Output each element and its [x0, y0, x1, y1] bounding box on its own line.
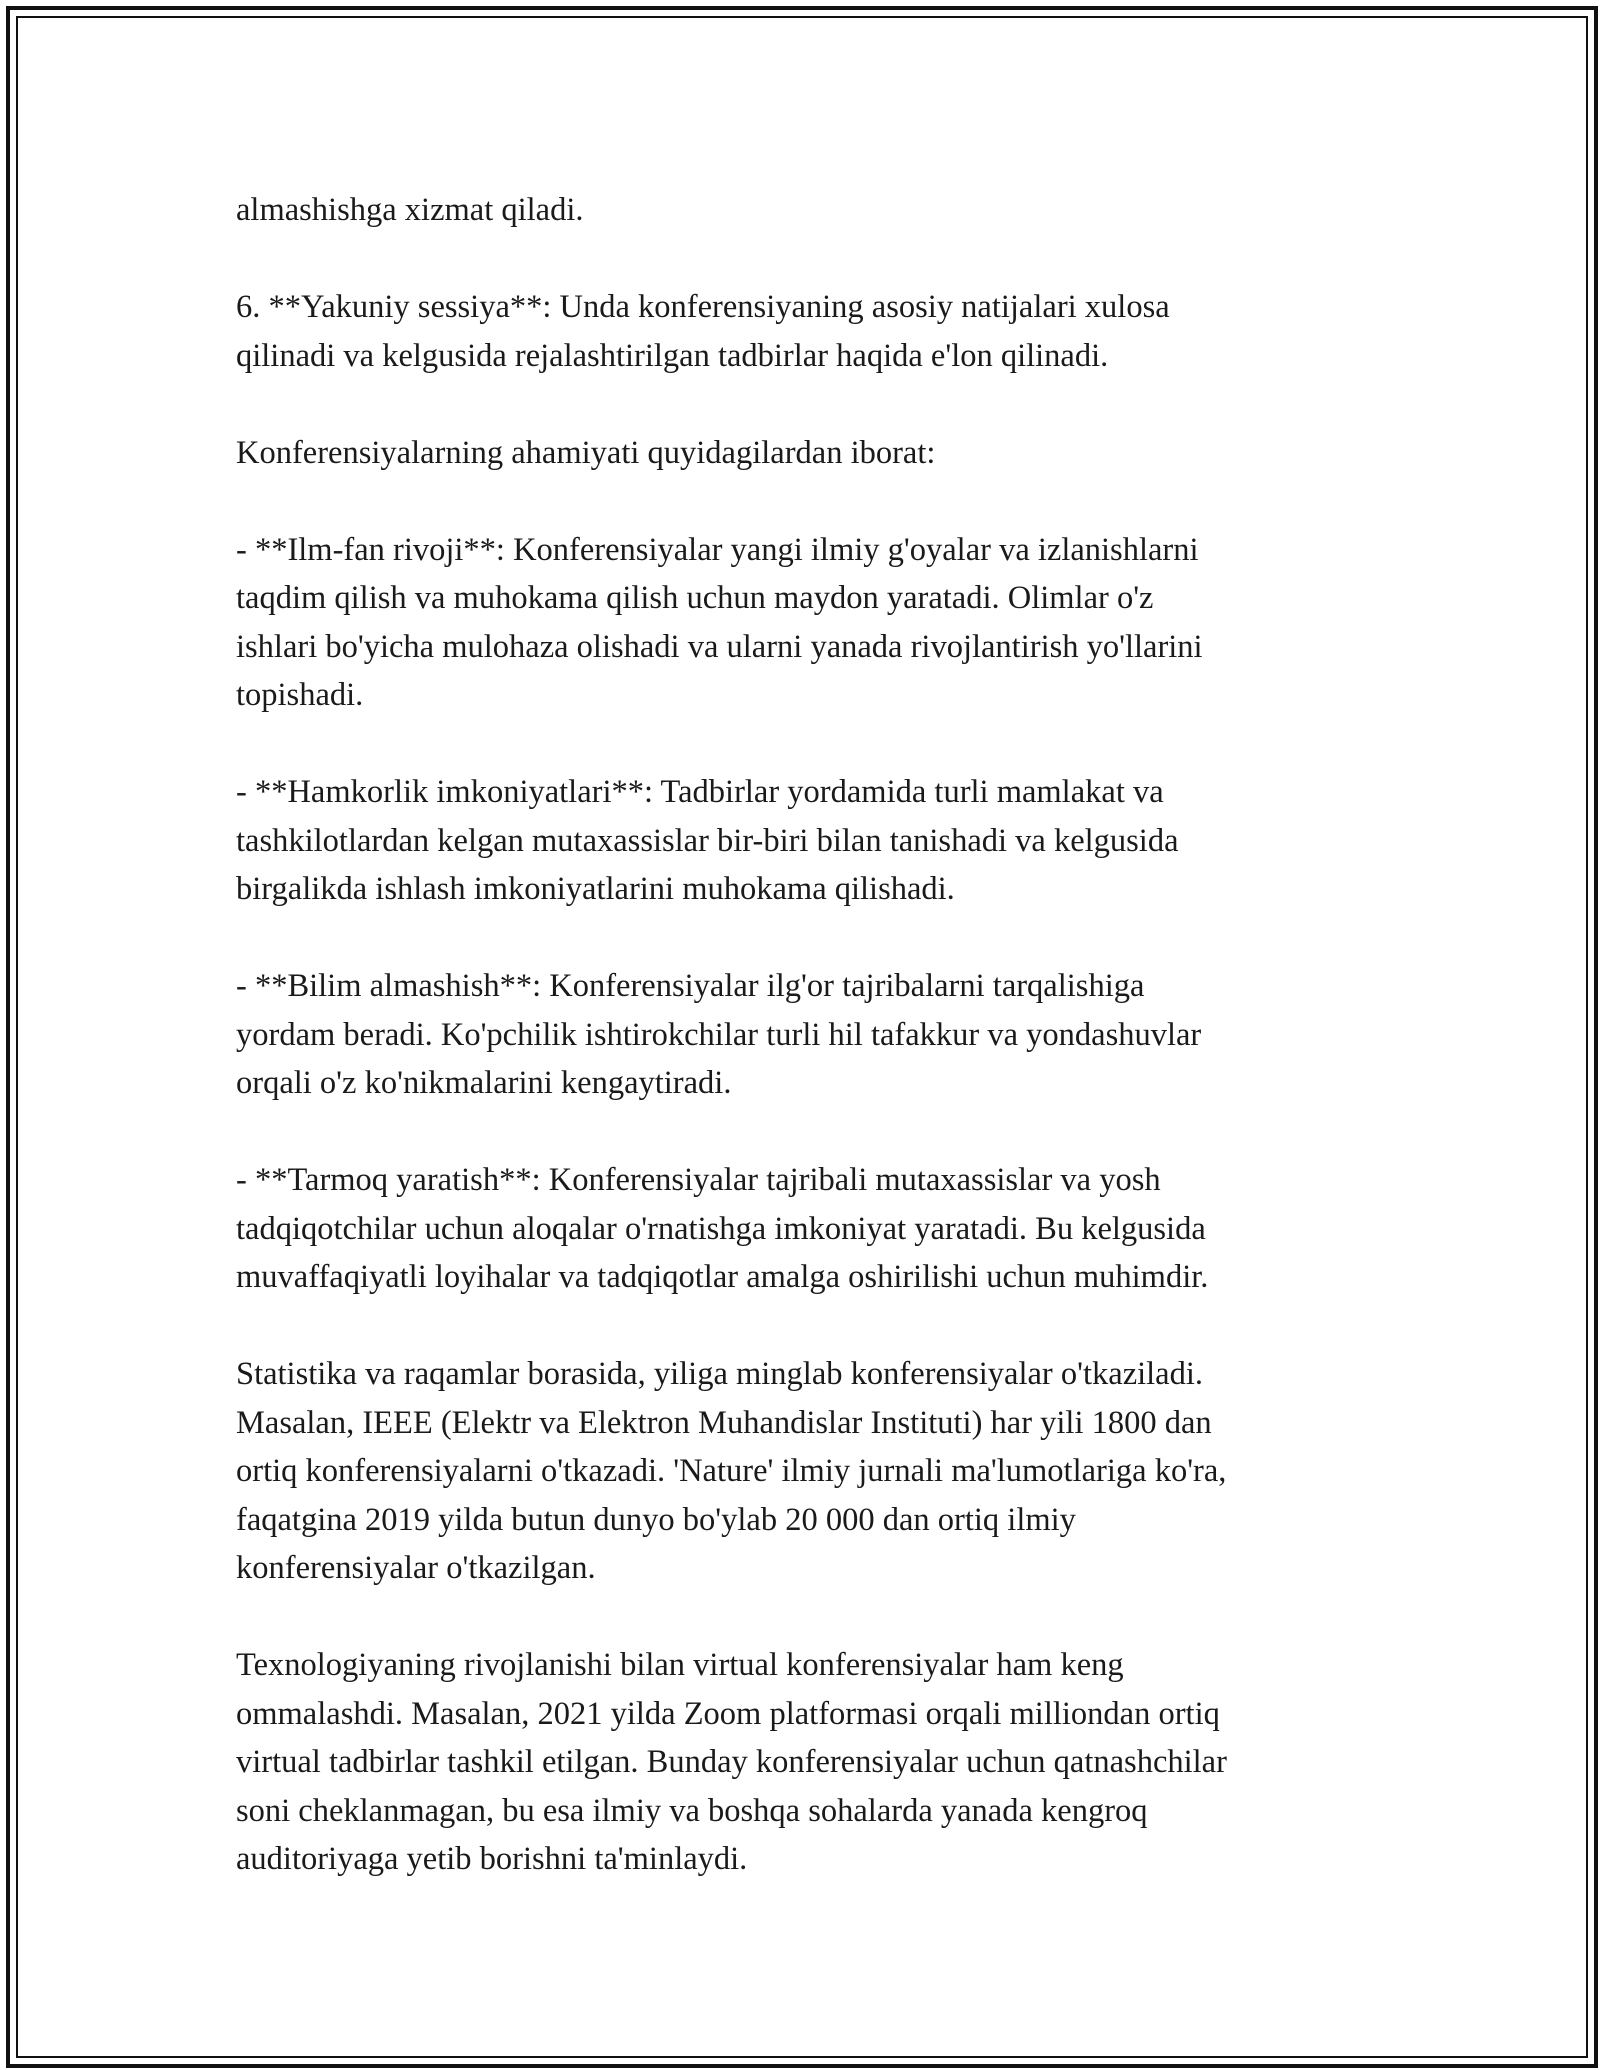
- paragraph-statistics: Statistika va raqamlar borasida, yiliga minglab konferensiyalar o'tkaziladi. Masalan, IEEE (Elektr va Elektron Muhandislar Instituti) har yili 1800 dan ortiq konferensiyalarni o'tkazadi. 'Nature' ilmiy jurnali ma'lumotlariga ko'ra, faqatgina 2019 yilda butun dunyo bo'ylab 20 000 dan ortiq ilmiy konferensiyalar o'tkazilgan.: [236, 1356, 1227, 1586]
- bullet-science-development: - **Ilm-fan rivoji**: Konferensiyalar yangi ilmiy g'oyalar va izlanishlarni taqdim qilish va muhokama qilish uchun maydon yaratadi. Olimlar o'z ishlari bo'yicha mulohaza olishadi va ularni yanada rivojlantirish yo'llarini topishadi.: [236, 531, 1203, 713]
- bullet-collaboration: - **Hamkorlik imkoniyatlari**: Tadbirlar yordamida turli mamlakat va tashkilotlardan kelgan mutaxassislar bir-biri bilan tanishadi va kelgusida birgalikda ishlash imkoniyatlarini muhokama qilishadi.: [236, 774, 1179, 907]
- paragraph-virtual-conferences: Texnologiyaning rivojlanishi bilan virtual konferensiyalar ham keng ommalashdi. Masalan, 2021 yilda Zoom platformasi orqali milliondan ortiq virtual tadbirlar tashkil etilgan. Bunday konferensiyalar uchun qatnashchilar soni cheklanmagan, bu esa ilmiy va boshqa sohalarda yanada kengroq auditoriyaga yetib borishni ta'minlaydi.: [236, 1647, 1227, 1877]
- paragraph-continuation: almashishga xizmat qiladi.: [236, 192, 584, 228]
- document-body: [236, 186, 1386, 1884]
- paragraph-importance-intro: Konferensiyalarning ahamiyati quyidagilardan iborat:: [236, 434, 936, 471]
- bullet-networking: - **Tarmoq yaratish**: Konferensiyalar tajribali mutaxassislar va yosh tadqiqotchilar uchun aloqalar o'rnatishga imkoniyat yaratadi. Bu kelgusida muvaffaqiyatli loyihalar va tadqiqotlar amalga oshirilishi uchun muhimdir.: [236, 1162, 1209, 1295]
- bullet-knowledge-exchange: - **Bilim almashish**: Konferensiyalar ilg'or tajribalarni tarqalishiga yordam beradi. Ko'pchilik ishtirokchilar turli hil tafakkur va yondashuvlar orqali o'z ko'nikmalarini kengaytiradi.: [236, 968, 1202, 1101]
- paragraph-final-session: 6. **Yakuniy sessiya**: Unda konferensiyaning asosiy natijalari xulosa qilinadi va kelgusida rejalashtirilgan tadbirlar haqida e'lon qilinadi.: [236, 289, 1170, 374]
